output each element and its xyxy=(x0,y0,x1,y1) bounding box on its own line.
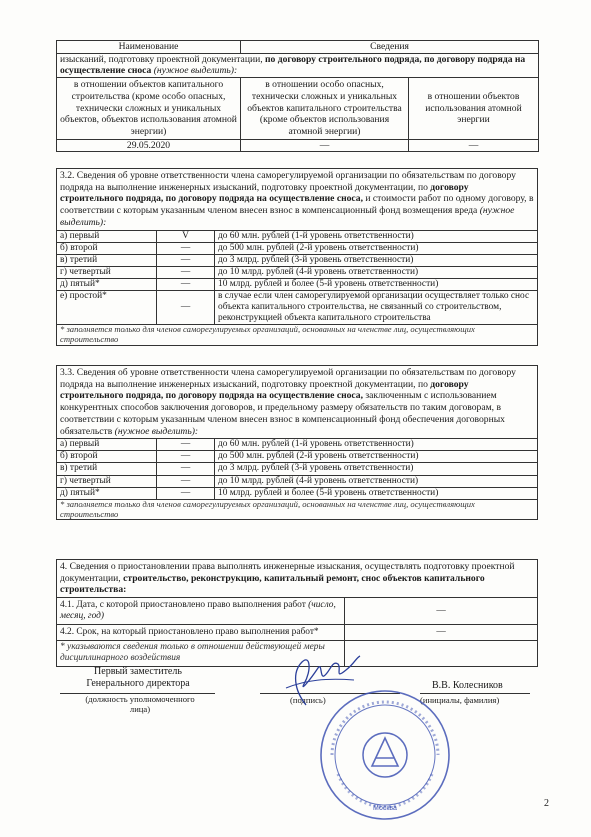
section-4-note: * указываются сведения только в отношении действующей меры дисциплинарного воздействия xyxy=(57,641,345,666)
level-desc: до 10 млрд. рублей (4-й уровень ответственности) xyxy=(215,475,538,487)
level-mark: — xyxy=(157,278,215,290)
section-3-2-text: 3.2. Сведения об уровне ответственности члена саморегулируемой организации по обязательствам по договору подряда на выполнение инженерных изысканий, подготовку проектной документации, по договору строительного подряда, по договору подряда на осуществление сноса, и стоимости работ по одному договору, в соответствии с которым указанным членом внесен взнос в компенсационный фонд возмещения вреда (нужное выделить): xyxy=(56,168,538,230)
level-desc: до 500 млн. рублей (2-й уровень ответственности) xyxy=(215,451,538,463)
position-line-2: Генерального директора xyxy=(86,678,190,690)
level-desc: 10 млрд. рублей и более (5-й уровень ответственности) xyxy=(215,278,538,290)
level-mark: — xyxy=(157,439,215,451)
section-3-2-note: * заполняется только для членов саморегулируемых организаций, основанных на членстве лиц, осуществляющих строительство xyxy=(56,325,538,346)
level-desc: до 500 млн. рублей (2-й уровень ответственности) xyxy=(215,242,538,254)
section-3-2-table xyxy=(56,230,538,326)
header-name: Наименование xyxy=(57,41,241,54)
level-label: д) пятый* xyxy=(57,487,157,499)
table-row xyxy=(57,230,538,242)
section-3-2 xyxy=(56,168,538,346)
empty-cell xyxy=(345,641,538,666)
level-label: б) второй xyxy=(57,242,157,254)
level-desc: до 60 млн. рублей (1-й уровень ответственности) xyxy=(215,439,538,451)
level-mark: — xyxy=(157,254,215,266)
table-row xyxy=(57,598,538,625)
position-caption: (должность уполномоченного лица) xyxy=(85,694,195,715)
level-label: г) четвертый xyxy=(57,475,157,487)
level-label: е) простой* xyxy=(57,290,157,324)
name-caption: (инициалы, фамилия) xyxy=(420,695,500,705)
level-label: б) второй xyxy=(57,451,157,463)
position-title xyxy=(78,666,198,690)
level-mark: — xyxy=(157,487,215,499)
table-row xyxy=(57,439,538,451)
section-3-3-text: 3.3. Сведения об уровне ответственности члена саморегулируемой организации по обязательствам по договору подряда на выполнение инженерных изысканий, подготовку проектной документации, по договору строительного подряда, по договору подряда на осуществление сноса, заключенным с использованием конкурентных способов заключения договоров, и предельному размеру обязательств по таким договорам, в соответствии с которым указанным членом внесен взнос в компенсационный фонд обеспечения договорных обязательств (нужное выделить): xyxy=(56,365,538,438)
section-3-3-table xyxy=(56,438,538,499)
level-mark: — xyxy=(157,266,215,278)
stamp-city: Москва xyxy=(373,805,397,812)
level-mark: — xyxy=(157,290,215,324)
level-mark: — xyxy=(157,451,215,463)
header-info: Сведения xyxy=(241,41,539,54)
page-number: 2 xyxy=(544,798,549,809)
dangerous-value: — xyxy=(241,139,409,152)
table-row xyxy=(57,475,538,487)
suspend-term-label: 4.2. Срок, на который приостановлено право выполнения работ* xyxy=(57,625,345,641)
table-row xyxy=(57,266,538,278)
table-row xyxy=(57,451,538,463)
table-row xyxy=(57,290,538,324)
level-desc: в случае если член саморегулируемой организации осуществляет только снос объекта капитального строительства, не связанный со строительством, реконструкцией объекта капитального строительства xyxy=(215,290,538,324)
cell-capital: в отношении объектов капитального строительства (кроме особо опасных, технически сложных и уникальных объектов, объектов использования атомной энергии) xyxy=(57,78,241,140)
level-desc: до 3 млрд. рублей (3-й уровень ответственности) xyxy=(215,463,538,475)
level-label: г) четвертый xyxy=(57,266,157,278)
cell-dangerous: в отношении особо опасных, технически сложных и уникальных объектов капитального строительства (кроме объектов использования атомной энергии) xyxy=(241,78,409,140)
table-row xyxy=(57,487,538,499)
atomic-value: — xyxy=(409,139,539,152)
date-value: 29.05.2020 xyxy=(57,139,241,152)
suspend-date-value: — xyxy=(345,598,538,625)
level-mark: V xyxy=(157,230,215,242)
table-row xyxy=(57,242,538,254)
level-desc: 10 млрд. рублей и более (5-й уровень ответственности) xyxy=(215,487,538,499)
organization-stamp xyxy=(318,688,452,822)
signer-name: В.В. Колесников xyxy=(432,680,503,691)
level-label: а) первый xyxy=(57,230,157,242)
level-label: в) третий xyxy=(57,463,157,475)
level-label: в) третий xyxy=(57,254,157,266)
level-desc: до 3 млрд. рублей (3-й уровень ответственности) xyxy=(215,254,538,266)
level-label: а) первый xyxy=(57,439,157,451)
sign-caption: (подпись) xyxy=(290,695,326,705)
position-line-1: Первый заместитель xyxy=(94,666,182,677)
cell-atomic: в отношении объектов использования атомной энергии xyxy=(409,78,539,140)
level-label: д) пятый* xyxy=(57,278,157,290)
top-intro: изысканий, подготовку проектной документации, по договору строительного подряда, по договору подряда на осуществление сноса (нужное выделить): xyxy=(57,53,539,77)
level-mark: — xyxy=(157,242,215,254)
level-desc: до 10 млрд. рублей (4-й уровень ответственности) xyxy=(215,266,538,278)
level-mark: — xyxy=(157,475,215,487)
top-table xyxy=(56,40,539,152)
table-row xyxy=(57,254,538,266)
suspend-term-value: — xyxy=(345,625,538,641)
level-mark: — xyxy=(157,463,215,475)
section-3-3 xyxy=(56,365,538,520)
section-4-text: 4. Сведения о приостановлении права выполнять инженерные изыскания, осуществлять подготовку проектной документации, строительство, реконструкцию, капитальный ремонт, снос объектов капитального строительства: xyxy=(56,559,538,598)
table-row xyxy=(57,278,538,290)
section-3-3-note: * заполняется только для членов саморегулируемых организаций, основанных на членстве лиц, осуществляющих строительство xyxy=(56,500,538,521)
suspend-date-label: 4.1. Дата, с которой приостановлено право выполнения работ (число, месяц, год) xyxy=(57,598,345,625)
table-row xyxy=(57,463,538,475)
level-desc: до 60 млн. рублей (1-й уровень ответственности) xyxy=(215,230,538,242)
table-row xyxy=(57,625,538,641)
